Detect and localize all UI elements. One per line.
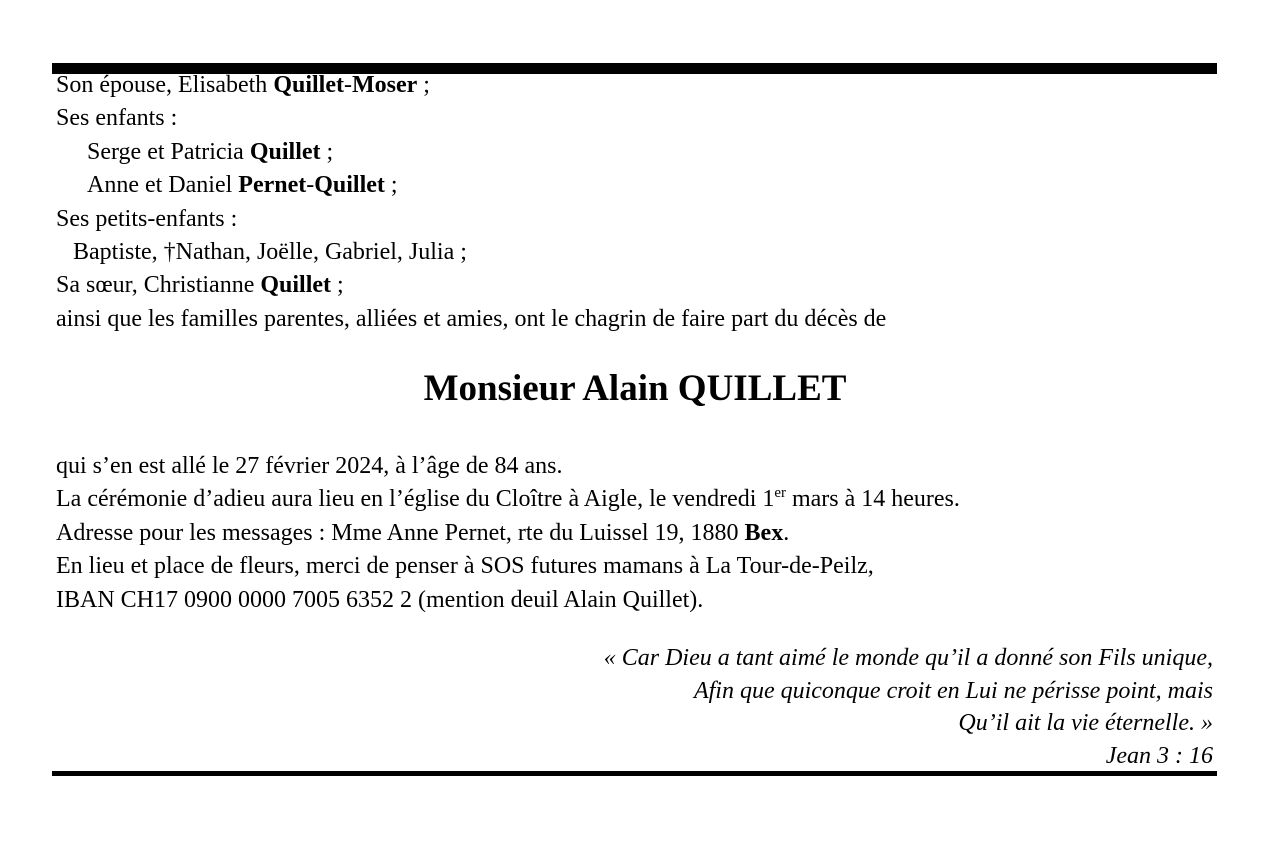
text-line: [56, 483, 1217, 516]
text-line: [56, 675, 1213, 708]
text-line: [56, 517, 1217, 550]
text-segment: mars à 14 heures.: [785, 486, 960, 513]
text-line: [56, 203, 1217, 236]
text-line: [56, 740, 1213, 773]
text-segment: ainsi que les familles parentes, alliées et amies, ont le chagrin de faire part du décès de: [56, 305, 887, 332]
text-segment: Baptiste, †Nathan, Joëlle, Gabriel, Julia ;: [73, 239, 467, 266]
deceased-name-title: Monsieur Alain QUILLET: [423, 368, 847, 409]
text-segment: -: [343, 72, 352, 98]
text-segment: -: [306, 172, 315, 199]
text-segment: Jean 3 : 16: [1105, 742, 1213, 769]
text-segment: er: [774, 485, 786, 502]
text-line: [56, 450, 1217, 483]
text-segment: qui s’en est allé le 27 février 2024, à l’âge de 84 ans.: [56, 453, 563, 479]
bible-quote: [56, 642, 1213, 772]
text-line: [56, 102, 1217, 135]
text-segment: Pernet: [238, 172, 307, 199]
text-segment: « Car Dieu a tant aimé le monde qu’il a donné son Fils unique,: [603, 645, 1213, 671]
text-line: [56, 642, 1213, 675]
text-segment: Ses petits-enfants :: [56, 205, 238, 232]
text-segment: .: [783, 519, 790, 546]
text-segment: ;: [331, 272, 344, 299]
text-segment: Serge et Patricia: [87, 138, 250, 165]
text-line: [56, 269, 1217, 302]
text-segment: Son épouse, Elisabeth: [56, 72, 274, 98]
text-line: [56, 236, 1217, 269]
text-line: [56, 136, 1217, 169]
ceremony-details: [56, 450, 1217, 617]
text-segment: La cérémonie d’adieu aura lieu en l’église du Cloître à Aigle, le vendredi 1: [56, 486, 775, 513]
text-segment: Ses enfants :: [56, 105, 178, 132]
text-segment: Bex: [744, 519, 784, 546]
text-line: [56, 169, 1217, 202]
text-segment: Quillet: [249, 138, 321, 165]
text-segment: Adresse pour les messages : Mme Anne Pernet, rte du Luissel 19, 1880: [56, 519, 745, 546]
text-segment: Quillet: [260, 272, 332, 299]
text-segment: Afin que quiconque croit en Lui ne périsse point, mais: [693, 677, 1213, 704]
text-segment: Quillet: [273, 72, 344, 98]
bottom-rule: [52, 771, 1217, 776]
text-segment: En lieu et place de fleurs, merci de penser à SOS futures mamans à La Tour-de-Peilz,: [56, 553, 874, 580]
text-segment: ;: [417, 72, 430, 98]
text-line: [56, 707, 1213, 740]
text-segment: Anne et Daniel: [87, 172, 239, 199]
text-segment: ;: [384, 172, 398, 199]
text-segment: Quillet: [314, 172, 385, 199]
text-segment: ;: [320, 138, 334, 165]
text-segment: IBAN CH17 0900 0000 7005 6352 2 (mention deuil Alain Quillet).: [56, 586, 704, 613]
text-segment: Moser: [351, 72, 418, 98]
text-segment: Sa sœur, Christianne: [56, 272, 261, 299]
text-line: [56, 69, 1217, 102]
text-line: [56, 584, 1217, 617]
family-list: [56, 69, 1217, 336]
text-line: [56, 550, 1217, 583]
text-line: [56, 303, 1217, 336]
text-segment: Qu’il ait la vie éternelle. »: [958, 710, 1213, 736]
